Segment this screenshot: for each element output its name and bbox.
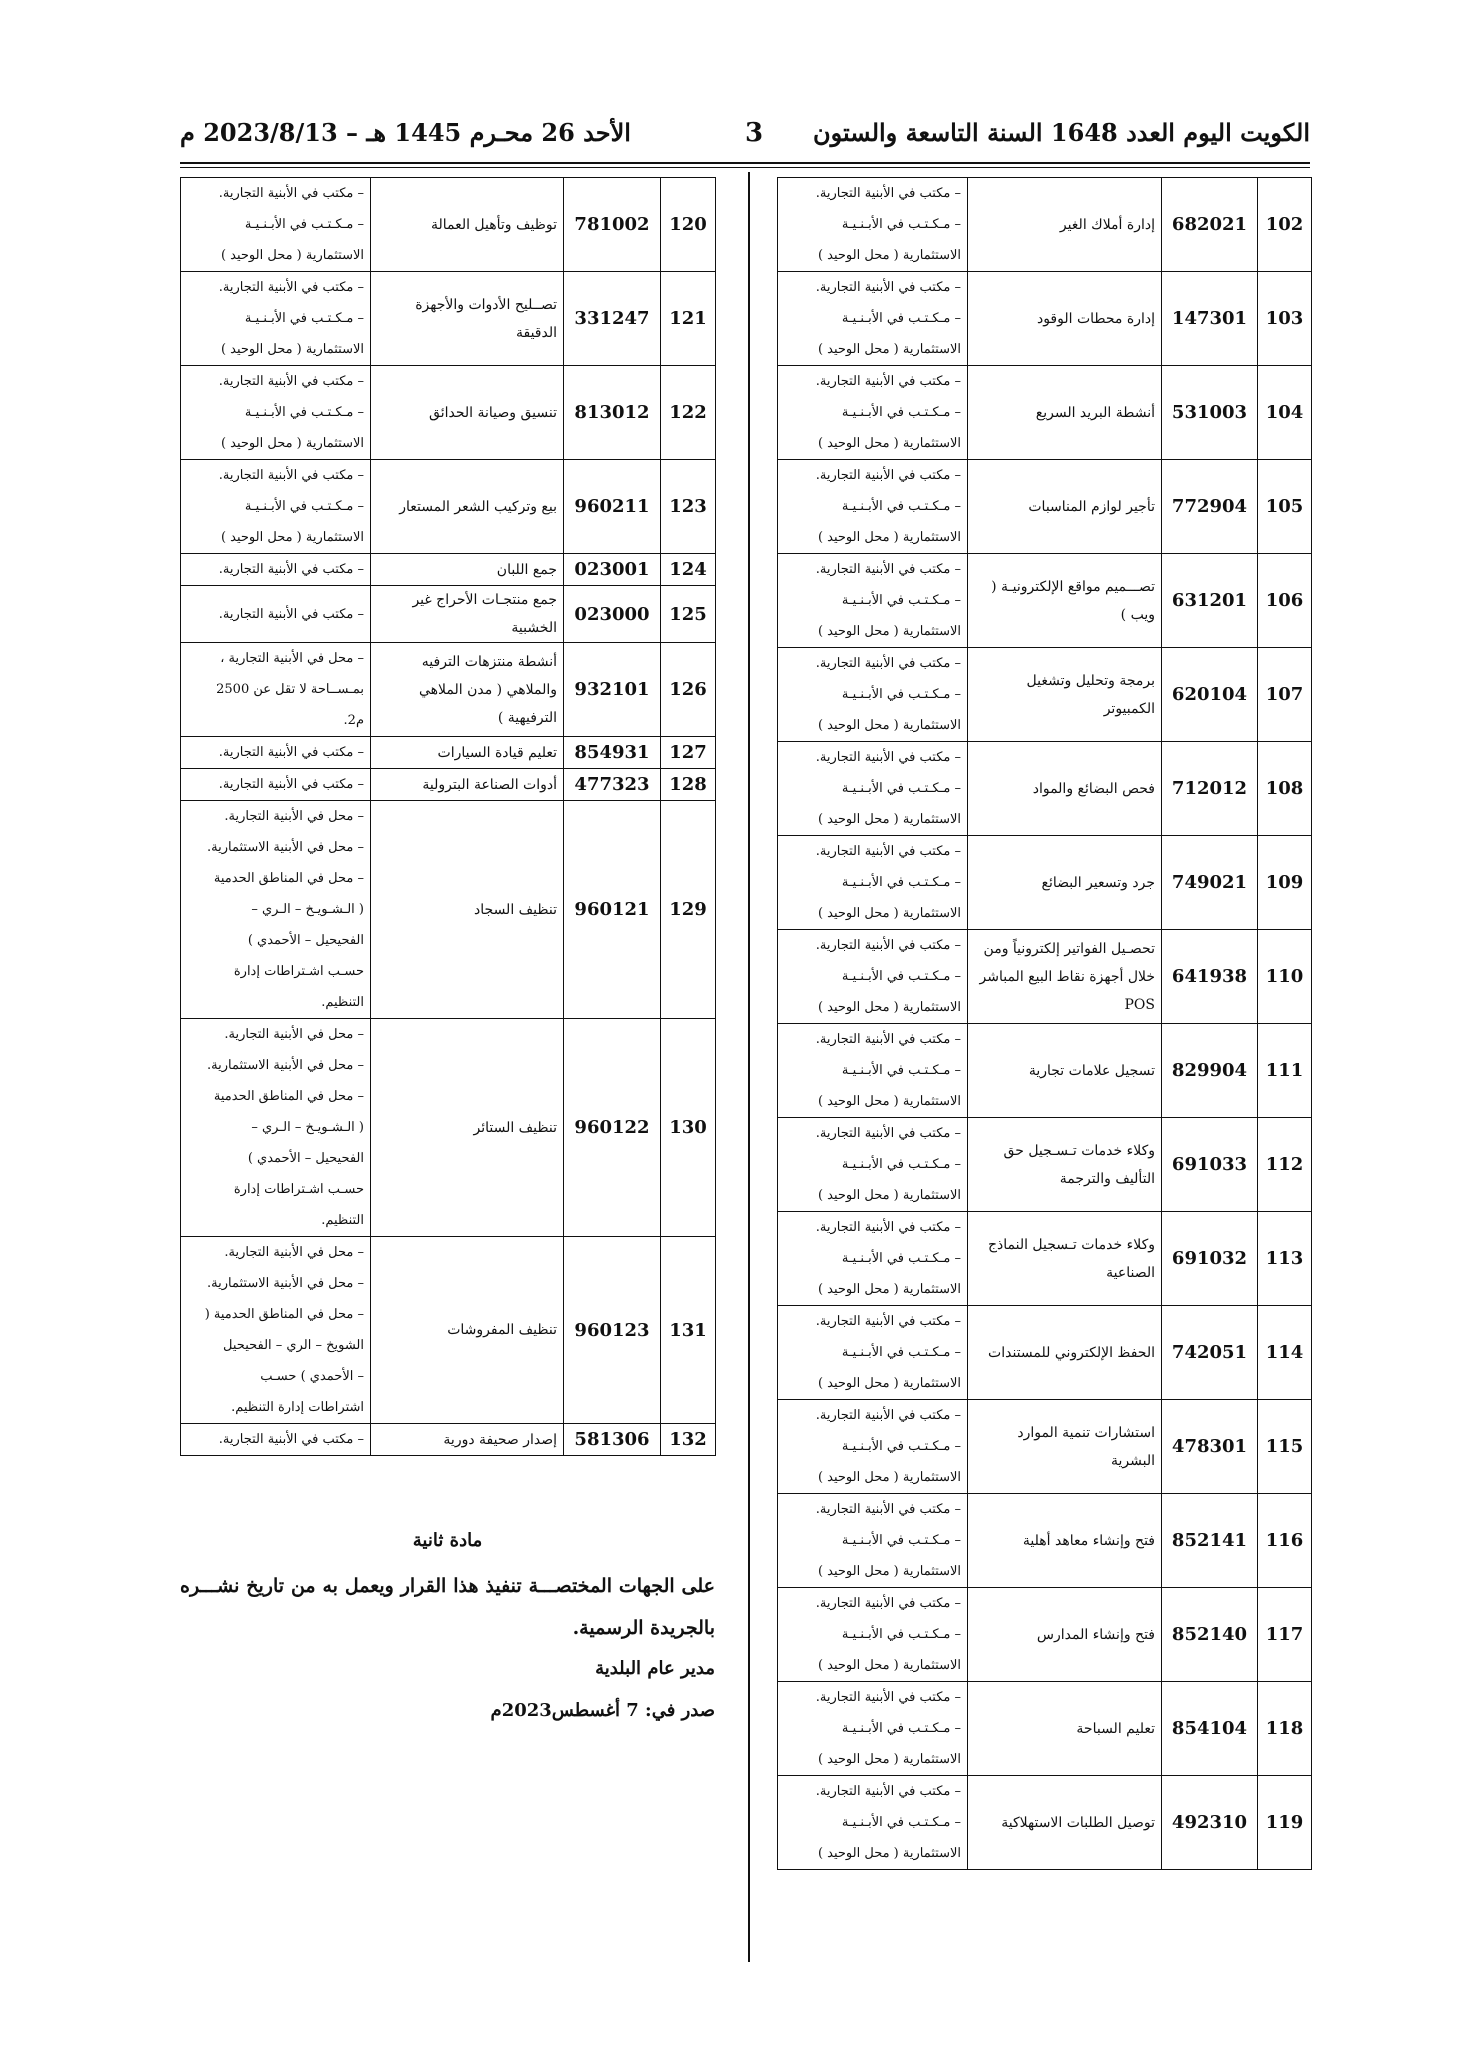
activity-name: تصـــميم مواقع الإلكترونيـة ( ويب ) bbox=[968, 554, 1162, 648]
activity-name: تأجير لوازم المناسبات bbox=[968, 460, 1162, 554]
activity-name: فتح وإنشاء معاهد أهلية bbox=[968, 1494, 1162, 1588]
activity-name: بيع وتركيب الشعر المستعار bbox=[371, 460, 564, 554]
row-number: 102 bbox=[1258, 178, 1312, 272]
location-line: – مكتب في الأبنية التجارية. bbox=[815, 374, 961, 389]
issue-date-line: صدر في: 7 أغسطس2023م bbox=[490, 1700, 715, 1721]
location-line: الاستثمارية ( محل الوحيد ) bbox=[817, 624, 961, 639]
permitted-location bbox=[181, 801, 371, 1019]
location-line: – محل في المناطق الحدمية ( bbox=[204, 1307, 364, 1322]
row-number: 110 bbox=[1258, 930, 1312, 1024]
permitted-location bbox=[778, 1118, 968, 1212]
activity-name: أدوات الصناعة البترولية bbox=[371, 769, 564, 801]
table-row bbox=[181, 554, 716, 586]
location-line: الاستثمارية ( محل الوحيد ) bbox=[817, 812, 961, 827]
row-number: 104 bbox=[1258, 366, 1312, 460]
location-line: الاستثمارية ( محل الوحيد ) bbox=[817, 1376, 961, 1391]
row-number: 107 bbox=[1258, 648, 1312, 742]
activity-name: تنظيف الستائر bbox=[371, 1019, 564, 1237]
row-number: 103 bbox=[1258, 272, 1312, 366]
table-row bbox=[778, 1588, 1312, 1682]
location-line: – مـكـتـب في الأبـنـيـة bbox=[841, 1157, 961, 1172]
table-row bbox=[778, 460, 1312, 554]
permitted-location bbox=[181, 272, 371, 366]
page-number: 3 bbox=[745, 118, 764, 148]
table-row bbox=[181, 460, 716, 554]
location-line: – مـكـتـب في الأبـنـيـة bbox=[841, 1251, 961, 1266]
table-row bbox=[778, 366, 1312, 460]
activity-code: 749021 bbox=[1162, 836, 1258, 930]
article-body: على الجهات المختصـــة تنفيذ هذا القرار ويعمل به من تاريخ نشـــره بالجريدة الرسمية. bbox=[180, 1575, 715, 1639]
table-row bbox=[181, 272, 716, 366]
row-number: 131 bbox=[661, 1237, 716, 1424]
table-row bbox=[778, 742, 1312, 836]
location-line: التنظيم. bbox=[321, 1213, 364, 1228]
row-number: 123 bbox=[661, 460, 716, 554]
location-line: الاستثمارية ( محل الوحيد ) bbox=[220, 248, 364, 263]
location-line: الاستثمارية ( محل الوحيد ) bbox=[817, 1094, 961, 1109]
activity-code: 813012 bbox=[564, 366, 661, 460]
row-number: 125 bbox=[661, 586, 716, 643]
row-number: 115 bbox=[1258, 1400, 1312, 1494]
location-line: – مكتب في الأبنية التجارية. bbox=[218, 745, 364, 760]
table-row bbox=[778, 1212, 1312, 1306]
activity-code: 023000 bbox=[564, 586, 661, 643]
table-row bbox=[778, 178, 1312, 272]
location-line: – مـكـتـب في الأبـنـيـة bbox=[841, 593, 961, 608]
table-row bbox=[778, 1306, 1312, 1400]
location-line: – مكتب في الأبنية التجارية. bbox=[815, 750, 961, 765]
activity-code: 932101 bbox=[564, 643, 661, 737]
activity-code: 712012 bbox=[1162, 742, 1258, 836]
location-line: الاستثمارية ( محل الوحيد ) bbox=[220, 342, 364, 357]
row-number: 129 bbox=[661, 801, 716, 1019]
row-number: 105 bbox=[1258, 460, 1312, 554]
permitted-location bbox=[778, 554, 968, 648]
location-line: – مـكـتـب في الأبـنـيـة bbox=[841, 875, 961, 890]
location-line: – مكتب في الأبنية التجارية. bbox=[815, 1032, 961, 1047]
table-row bbox=[181, 1237, 716, 1424]
location-line: الاستثمارية ( محل الوحيد ) bbox=[817, 1282, 961, 1297]
table-row bbox=[778, 1024, 1312, 1118]
activity-name: فحص البضائع والمواد bbox=[968, 742, 1162, 836]
activities-table-right bbox=[777, 177, 1312, 1870]
permitted-location bbox=[181, 737, 371, 769]
activity-code: 854104 bbox=[1162, 1682, 1258, 1776]
activity-name: إدارة أملاك الغير bbox=[968, 178, 1162, 272]
location-line: – مكتب في الأبنية التجارية. bbox=[218, 606, 364, 622]
row-number: 120 bbox=[661, 178, 716, 272]
article-title: مادة ثانية bbox=[412, 1530, 483, 1551]
location-line: – مـكـتـب في الأبـنـيـة bbox=[841, 1815, 961, 1830]
activity-code: 772904 bbox=[1162, 460, 1258, 554]
location-line: – مـكـتـب في الأبـنـيـة bbox=[244, 217, 364, 232]
location-line: – مـكـتـب في الأبـنـيـة bbox=[244, 311, 364, 326]
table-row bbox=[181, 643, 716, 737]
permitted-location bbox=[778, 836, 968, 930]
activity-name: استشارات تنمية الموارد البشرية bbox=[968, 1400, 1162, 1494]
activity-code: 492310 bbox=[1162, 1776, 1258, 1870]
location-line: – محل في الأبنية التجارية. bbox=[224, 1245, 364, 1260]
activity-name: تنظيف المفروشات bbox=[371, 1237, 564, 1424]
location-line: – محل في الأبنية التجارية. bbox=[224, 809, 364, 824]
activity-code: 852141 bbox=[1162, 1494, 1258, 1588]
permitted-location bbox=[778, 1494, 968, 1588]
location-line: – محل في المناطق الحدمية bbox=[213, 871, 364, 886]
location-line: – مكتب في الأبنية التجارية. bbox=[815, 1220, 961, 1235]
row-number: 116 bbox=[1258, 1494, 1312, 1588]
location-line: – مكتب في الأبنية التجارية. bbox=[218, 468, 364, 483]
activity-name: تنظيف السجاد bbox=[371, 801, 564, 1019]
table-row bbox=[778, 1682, 1312, 1776]
header-rule-thin bbox=[180, 167, 1310, 168]
location-line: – مكتب في الأبنية التجارية. bbox=[218, 777, 364, 792]
activity-code: 852140 bbox=[1162, 1588, 1258, 1682]
activity-code: 960123 bbox=[564, 1237, 661, 1424]
permitted-location bbox=[181, 1019, 371, 1237]
permitted-location bbox=[778, 178, 968, 272]
activity-name: جمع اللبان bbox=[371, 554, 564, 586]
activity-code: 829904 bbox=[1162, 1024, 1258, 1118]
location-line: – محل في الأبنية الاستثمارية. bbox=[207, 840, 364, 855]
location-line: – مـكـتـب في الأبـنـيـة bbox=[841, 1533, 961, 1548]
row-number: 124 bbox=[661, 554, 716, 586]
location-line: ( الـشـويـخ – الـري – bbox=[251, 902, 364, 917]
activity-code: 854931 bbox=[564, 737, 661, 769]
location-line: – مكتب في الأبنية التجارية. bbox=[218, 374, 364, 389]
location-line: – مكتب في الأبنية التجارية. bbox=[815, 1126, 961, 1141]
activity-code: 691033 bbox=[1162, 1118, 1258, 1212]
table-row bbox=[778, 930, 1312, 1024]
table-row bbox=[778, 648, 1312, 742]
activities-table-left bbox=[180, 177, 716, 1456]
activity-code: 960122 bbox=[564, 1019, 661, 1237]
activity-code: 691032 bbox=[1162, 1212, 1258, 1306]
activity-code: 477323 bbox=[564, 769, 661, 801]
location-line: – مكتب في الأبنية التجارية. bbox=[815, 562, 961, 577]
location-line: الاستثمارية ( محل الوحيد ) bbox=[817, 1470, 961, 1485]
activity-name: إصدار صحيفة دورية bbox=[371, 1424, 564, 1456]
location-line: – مكتب في الأبنية التجارية. bbox=[815, 844, 961, 859]
row-number: 130 bbox=[661, 1019, 716, 1237]
table-row bbox=[181, 178, 716, 272]
table-row bbox=[778, 836, 1312, 930]
activity-name: فتح وإنشاء المدارس bbox=[968, 1588, 1162, 1682]
location-line: – مكتب في الأبنية التجارية. bbox=[815, 1596, 961, 1611]
table-row bbox=[181, 737, 716, 769]
table-row bbox=[778, 1118, 1312, 1212]
location-line: – الأحمدي ) حسـب bbox=[260, 1369, 364, 1384]
header-rule bbox=[180, 162, 1310, 164]
activity-name: تسجيل علامات تجارية bbox=[968, 1024, 1162, 1118]
activity-code: 531003 bbox=[1162, 366, 1258, 460]
location-line: – مـكـتـب في الأبـنـيـة bbox=[841, 1063, 961, 1078]
location-line: الاستثمارية ( محل الوحيد ) bbox=[817, 1564, 961, 1579]
row-number: 111 bbox=[1258, 1024, 1312, 1118]
permitted-location bbox=[778, 1400, 968, 1494]
permitted-location bbox=[778, 1588, 968, 1682]
location-line: حسـب اشـتراطات إدارة bbox=[233, 1182, 364, 1197]
permitted-location bbox=[181, 460, 371, 554]
location-line: الاستثمارية ( محل الوحيد ) bbox=[817, 1000, 961, 1015]
table-row bbox=[181, 1424, 716, 1456]
permitted-location bbox=[778, 1682, 968, 1776]
permitted-location bbox=[778, 1306, 968, 1400]
table-row bbox=[778, 554, 1312, 648]
location-line: م2. bbox=[343, 713, 364, 728]
row-number: 122 bbox=[661, 366, 716, 460]
activity-name: برمجة وتحليل وتشغيل الكمبيوتر bbox=[968, 648, 1162, 742]
permitted-location bbox=[778, 460, 968, 554]
location-line: حسـب اشـتراطات إدارة bbox=[233, 964, 364, 979]
location-line: – محل في الأبنية الاستثمارية. bbox=[207, 1058, 364, 1073]
location-line: الاستثمارية ( محل الوحيد ) bbox=[817, 1846, 961, 1861]
location-line: – مـكـتـب في الأبـنـيـة bbox=[841, 969, 961, 984]
location-line: – مكتب في الأبنية التجارية. bbox=[815, 1314, 961, 1329]
location-line: الاستثمارية ( محل الوحيد ) bbox=[817, 530, 961, 545]
page-header bbox=[180, 118, 1310, 158]
location-line: الاستثمارية ( محل الوحيد ) bbox=[817, 1658, 961, 1673]
location-line: – مكتب في الأبنية التجارية. bbox=[815, 186, 961, 201]
permitted-location bbox=[778, 648, 968, 742]
row-number: 126 bbox=[661, 643, 716, 737]
table-row bbox=[181, 586, 716, 643]
issue-info: الكويت اليوم العدد 1648 السنة التاسعة والستون bbox=[813, 118, 1310, 147]
activity-code: 960121 bbox=[564, 801, 661, 1019]
activity-name: جرد وتسعير البضائع bbox=[968, 836, 1162, 930]
table-row bbox=[181, 1019, 716, 1237]
location-line: – مـكـتـب في الأبـنـيـة bbox=[841, 1439, 961, 1454]
location-line: – مكتب في الأبنية التجارية. bbox=[815, 1408, 961, 1423]
activity-code: 331247 bbox=[564, 272, 661, 366]
permitted-location bbox=[778, 1024, 968, 1118]
row-number: 118 bbox=[1258, 1682, 1312, 1776]
activity-name: إدارة محطات الوقود bbox=[968, 272, 1162, 366]
location-line: – مكتب في الأبنية التجارية. bbox=[815, 938, 961, 953]
location-line: الفحيحيل – الأحمدي ) bbox=[247, 1151, 364, 1166]
location-line: – مكتب في الأبنية التجارية. bbox=[218, 280, 364, 295]
activity-code: 960211 bbox=[564, 460, 661, 554]
location-line: – مكتب في الأبنية التجارية. bbox=[815, 1502, 961, 1517]
row-number: 119 bbox=[1258, 1776, 1312, 1870]
activity-name: أنشطة البريد السريع bbox=[968, 366, 1162, 460]
activity-name: جمع منتجـات الأحراج غير الخشبية bbox=[371, 586, 564, 643]
activity-name: تعليم قيادة السيارات bbox=[371, 737, 564, 769]
location-line: – مكتب في الأبنية التجارية. bbox=[218, 186, 364, 201]
permitted-location bbox=[181, 769, 371, 801]
location-line: الشويخ – الري – الفحيحيل bbox=[223, 1338, 364, 1353]
permitted-location bbox=[181, 1237, 371, 1424]
location-line: الاستثمارية ( محل الوحيد ) bbox=[817, 1752, 961, 1767]
location-line: الاستثمارية ( محل الوحيد ) bbox=[817, 436, 961, 451]
activity-code: 023001 bbox=[564, 554, 661, 586]
permitted-location bbox=[181, 554, 371, 586]
location-line: – محل في الأبنية الاستثمارية. bbox=[207, 1276, 364, 1291]
table-row bbox=[181, 801, 716, 1019]
location-line: – مكتب في الأبنية التجارية. bbox=[815, 656, 961, 671]
row-number: 106 bbox=[1258, 554, 1312, 648]
location-line: الاستثمارية ( محل الوحيد ) bbox=[817, 906, 961, 921]
activity-name: توصيل الطلبات الاستهلاكية bbox=[968, 1776, 1162, 1870]
location-line: الاستثمارية ( محل الوحيد ) bbox=[817, 718, 961, 733]
activity-code: 478301 bbox=[1162, 1400, 1258, 1494]
location-line: – مكتب في الأبنية التجارية. bbox=[815, 468, 961, 483]
location-line: – مـكـتـب في الأبـنـيـة bbox=[841, 687, 961, 702]
location-line: – مـكـتـب في الأبـنـيـة bbox=[841, 1345, 961, 1360]
permitted-location bbox=[181, 178, 371, 272]
location-line: – مكتب في الأبنية التجارية. bbox=[815, 1784, 961, 1799]
row-number: 127 bbox=[661, 737, 716, 769]
row-number: 113 bbox=[1258, 1212, 1312, 1306]
location-line: الاستثمارية ( محل الوحيد ) bbox=[817, 1188, 961, 1203]
location-line: – مـكـتـب في الأبـنـيـة bbox=[841, 1627, 961, 1642]
location-line: الاستثمارية ( محل الوحيد ) bbox=[220, 436, 364, 451]
permitted-location bbox=[181, 1424, 371, 1456]
location-line: – مكتب في الأبنية التجارية. bbox=[815, 280, 961, 295]
table-row bbox=[778, 272, 1312, 366]
location-line: الفحيحيل – الأحمدي ) bbox=[247, 933, 364, 948]
location-line: الاستثمارية ( محل الوحيد ) bbox=[220, 530, 364, 545]
permitted-location bbox=[181, 586, 371, 643]
activity-name: تصــليح الأدوات والأجهزة الدقيقة bbox=[371, 272, 564, 366]
location-line: اشتراطات إدارة التنظيم. bbox=[231, 1400, 364, 1415]
permitted-location bbox=[778, 272, 968, 366]
row-number: 112 bbox=[1258, 1118, 1312, 1212]
location-line: بمـســاحة لا تقل عن 2500 bbox=[216, 682, 364, 697]
row-number: 114 bbox=[1258, 1306, 1312, 1400]
permitted-location bbox=[778, 366, 968, 460]
location-line: الاستثمارية ( محل الوحيد ) bbox=[817, 248, 961, 263]
activity-name: توظيف وتأهيل العمالة bbox=[371, 178, 564, 272]
location-line: – مـكـتـب في الأبـنـيـة bbox=[841, 217, 961, 232]
activity-code: 631201 bbox=[1162, 554, 1258, 648]
activity-name: تعليم السباحة bbox=[968, 1682, 1162, 1776]
location-line: – مـكـتـب في الأبـنـيـة bbox=[244, 499, 364, 514]
location-line: – مـكـتـب في الأبـنـيـة bbox=[244, 405, 364, 420]
activity-code: 682021 bbox=[1162, 178, 1258, 272]
location-line: – مـكـتـب في الأبـنـيـة bbox=[841, 405, 961, 420]
location-line: – مـكـتـب في الأبـنـيـة bbox=[841, 499, 961, 514]
column-divider bbox=[748, 172, 750, 1962]
activity-code: 742051 bbox=[1162, 1306, 1258, 1400]
row-number: 108 bbox=[1258, 742, 1312, 836]
location-line: – مكتب في الأبنية التجارية. bbox=[218, 1432, 364, 1447]
row-number: 121 bbox=[661, 272, 716, 366]
location-line: التنظيم. bbox=[321, 995, 364, 1010]
location-line: – محل في الأبنية التجارية ، bbox=[220, 651, 364, 666]
location-line: الاستثمارية ( محل الوحيد ) bbox=[817, 342, 961, 357]
table-row bbox=[778, 1776, 1312, 1870]
activity-name: أنشطة منتزهات الترفيه والملاهي ( مدن الملاهي الترفيهية ) bbox=[371, 643, 564, 737]
location-line: – محل في المناطق الحدمية bbox=[213, 1089, 364, 1104]
location-line: – مكتب في الأبنية التجارية. bbox=[815, 1690, 961, 1705]
permitted-location bbox=[181, 366, 371, 460]
location-line: – مـكـتـب في الأبـنـيـة bbox=[841, 1721, 961, 1736]
permitted-location bbox=[778, 930, 968, 1024]
issue-date: الأحد 26 محـرم 1445 هـ – 2023/8/13 م bbox=[180, 118, 631, 147]
permitted-location bbox=[778, 1776, 968, 1870]
table-row bbox=[181, 366, 716, 460]
activity-code: 641938 bbox=[1162, 930, 1258, 1024]
location-line: ( الـشـويـخ – الـري – bbox=[251, 1120, 364, 1135]
permitted-location bbox=[778, 742, 968, 836]
activity-name: الحفظ الإلكتروني للمستندات bbox=[968, 1306, 1162, 1400]
permitted-location bbox=[778, 1212, 968, 1306]
activity-code: 581306 bbox=[564, 1424, 661, 1456]
permitted-location bbox=[181, 643, 371, 737]
location-line: – مكتب في الأبنية التجارية. bbox=[218, 562, 364, 577]
table-row bbox=[181, 769, 716, 801]
activity-code: 147301 bbox=[1162, 272, 1258, 366]
activity-name: وكلاء خدمات تـسـجيل حق التأليف والترجمة bbox=[968, 1118, 1162, 1212]
activity-name: وكلاء خدمات تـسجيل النماذج الصناعية bbox=[968, 1212, 1162, 1306]
row-number: 117 bbox=[1258, 1588, 1312, 1682]
activity-name: تنسيق وصيانة الحدائق bbox=[371, 366, 564, 460]
table-row bbox=[778, 1400, 1312, 1494]
activity-code: 620104 bbox=[1162, 648, 1258, 742]
row-number: 128 bbox=[661, 769, 716, 801]
activity-name: تحصـيل الفواتير إلكترونياً ومن خلال أجهزة نقاط البيع المباشر POS bbox=[968, 930, 1162, 1024]
row-number: 109 bbox=[1258, 836, 1312, 930]
row-number: 132 bbox=[661, 1424, 716, 1456]
location-line: – مـكـتـب في الأبـنـيـة bbox=[841, 311, 961, 326]
location-line: – محل في الأبنية التجارية. bbox=[224, 1027, 364, 1042]
activity-code: 781002 bbox=[564, 178, 661, 272]
table-row bbox=[778, 1494, 1312, 1588]
signature: مدير عام البلدية bbox=[595, 1658, 715, 1679]
location-line: – مـكـتـب في الأبـنـيـة bbox=[841, 781, 961, 796]
